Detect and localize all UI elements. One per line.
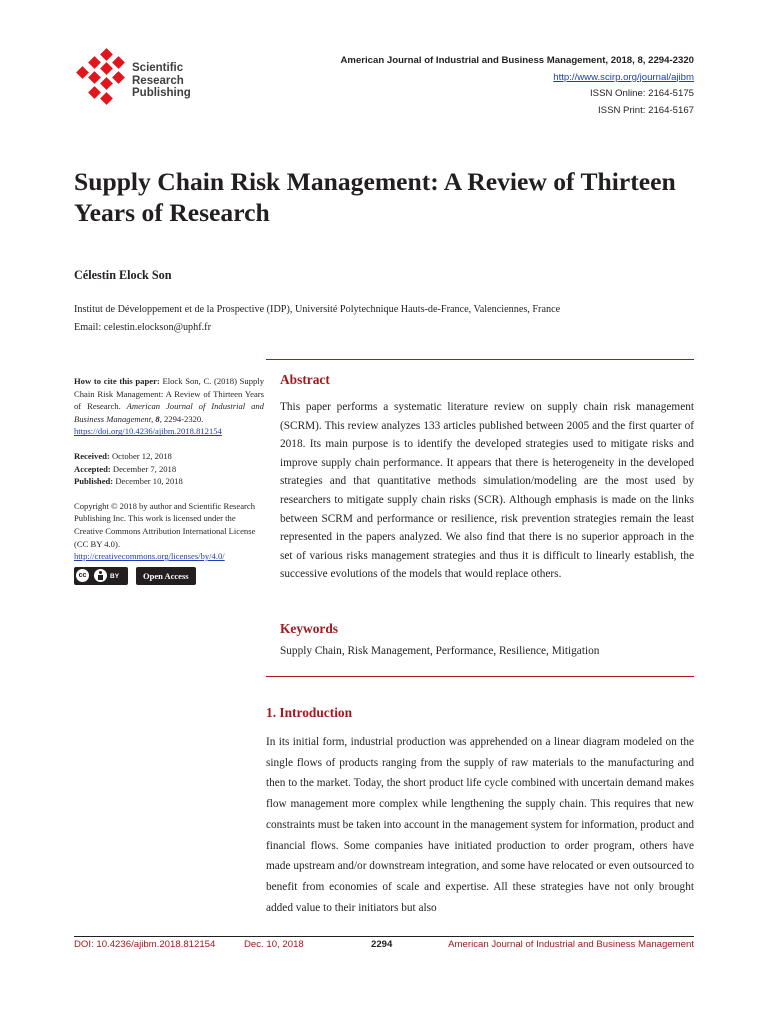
published-label: Published: [74, 476, 114, 487]
abstract-text: This paper performs a systematic literature review on supply chain risk management (SCRM). This review analyzes 133 articles published between 2005 and the first quarter of 2018. Its main purpose is to identify the developed strategies used to mitigate risks and improve supply chain performance. It appears that there is heterogeneity in the developed strategies and that quantitative methods simulation/modeling are the most used by researchers to mitigate supply chain risks (SCR). Although emphasis is made on the links between SCRM and performance or resilience, risk prevention strategies remain the least represented in the papers analyzed. We also find that there is no superior approach in the set of various risks management strategies and thus it is difficult to linearly establish, the successive evolutions of the models that would replace others. [280, 401, 694, 581]
introduction-heading: 1. Introduction [266, 705, 353, 720]
accepted-label: Accepted: [74, 463, 111, 474]
cite-journal: American Journal of Industrial and Business Management [74, 401, 264, 424]
publisher-name-line: Research [132, 74, 184, 87]
article-info-sidebar [74, 375, 264, 597]
author-email: Email: celestin.elockson@uphf.fr [74, 322, 211, 333]
publisher-name [132, 62, 191, 100]
footer-rule [74, 936, 694, 937]
page-number: 2294 [371, 939, 393, 950]
keywords-heading: Keywords [280, 621, 339, 636]
cite-pages: , 2294-2320. [159, 413, 204, 424]
issn-online: ISSN Online: 2164-5175 [590, 88, 694, 99]
journal-citation: American Journal of Industrial and Business Management, 2018, 8, 2294-2320 [340, 55, 694, 66]
published-date [74, 475, 264, 488]
paper-title: Supply Chain Risk Management: A Review of Thirteen Years of Research [74, 167, 676, 227]
dates [74, 450, 264, 488]
cc-by-badge[interactable] [74, 567, 128, 585]
abstract-heading: Abstract [280, 372, 330, 387]
license-link[interactable]: http://creativecommons.org/licenses/by/4.0/ [74, 551, 225, 562]
footer-journal-name: American Journal of Industrial and Business Management [448, 939, 694, 950]
cite-label: How to cite this paper: [74, 376, 160, 386]
keywords-text: Supply Chain, Risk Management, Performance, Resilience, Mitigation [280, 645, 600, 657]
license-badges [74, 567, 264, 586]
how-to-cite [74, 375, 264, 438]
journal-url-link[interactable]: http://www.scirp.org/journal/ajibm [553, 71, 694, 83]
attribution-person-icon [94, 569, 107, 582]
copyright-text: Copyright © 2018 by author and Scientific Research Publishing Inc. This work is licensed under the Creative Commons Attribution International License (CC BY 4.0). [74, 500, 256, 549]
publisher-name-line: Publishing [132, 87, 191, 99]
creative-commons-icon: cc [76, 569, 89, 582]
cite-text: Elock Son, C. (2018) Supply Chain Risk Management: A Review of Thirteen Years of Research. [74, 376, 264, 412]
scirp-logo-icon [74, 48, 134, 108]
author-name: Célestin Elock Son [74, 268, 172, 282]
author-affiliation [74, 301, 560, 337]
footer-doi: DOI: 10.4236/ajibm.2018.812154 [74, 939, 216, 950]
published-value: December 10, 2018 [113, 476, 183, 487]
received-date [74, 450, 264, 463]
received-value: October 12, 2018 [109, 450, 172, 461]
introduction-text: In its initial form, industrial production was apprehended on a linear diagram modeled on the single flows of products ranging from the supply of raw materials to the manufacturing and then to the market. Today, the short product life cycle combined with uncertain demand makes flow management more complex while lengthening the supply chain. This requires that new constraints must be taken into account in the management system for information, product and financial flows. Some companies have initiated production to order program, others have made upstream and/or downstream integration, and some have relocated or even outsourced to benefit from economies of scale and expertise. All these strategies have not only brought added value to their initiators but also [266, 736, 694, 914]
abstract-top-rule [266, 359, 694, 360]
accepted-value: December 7, 2018 [110, 463, 177, 474]
by-label: BY [110, 573, 120, 581]
publisher-name-line: Scientific [132, 62, 184, 74]
journal-header [340, 53, 694, 119]
keywords-bottom-rule [266, 676, 694, 677]
cite-sep: , [151, 413, 156, 424]
issn-print: ISSN Print: 2164-5167 [598, 104, 694, 116]
cite-doi-link[interactable]: https://doi.org/10.4236/ajibm.2018.812154 [74, 426, 222, 437]
received-label: Received: [74, 450, 110, 461]
cite-volume: 8 [155, 413, 160, 424]
copyright-notice [74, 500, 264, 586]
open-access-badge: Open Access [136, 567, 196, 586]
accepted-date [74, 463, 264, 476]
footer-date: Dec. 10, 2018 [244, 939, 304, 950]
affiliation-text: Institut de Développement et de la Prospective (IDP), Université Polytechnique Hauts-de-France, Valenciennes, France [74, 304, 561, 315]
publisher-logo [74, 48, 204, 108]
